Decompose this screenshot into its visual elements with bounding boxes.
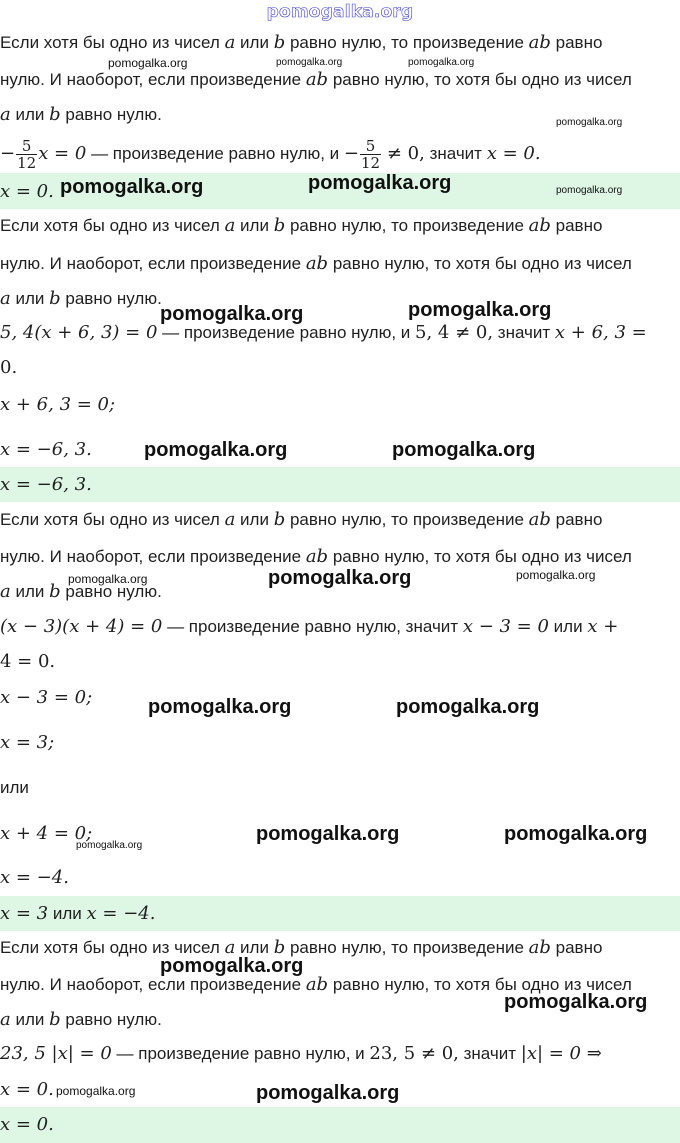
var-b: b (273, 509, 286, 530)
watermark: pomogalka.org (276, 57, 343, 68)
equation: x = −6, 3. (0, 439, 92, 460)
rule-text: равно нулю, то хотя бы одно из чисел (332, 547, 632, 566)
rule-line-2 (0, 545, 632, 569)
watermark: pomogalka.org (556, 185, 623, 196)
var-a: a (224, 937, 236, 958)
rule-text: Если хотя бы одно из чисел (0, 510, 220, 529)
watermark: pomogalka.org (392, 439, 536, 461)
rule-text: Если хотя бы одно из чисел (0, 938, 220, 957)
watermark: pomogalka.org (160, 303, 304, 325)
fraction-numerator: 5 (360, 138, 381, 155)
answer-line (0, 902, 155, 926)
equation: (x − 3)(x + 4) = 0 (0, 616, 163, 637)
s2-step-1 (0, 393, 115, 417)
var-a: a (0, 581, 11, 602)
rule-line-3 (0, 1008, 162, 1032)
rule-line-1 (0, 214, 602, 238)
s1-statement (0, 136, 541, 172)
fraction-denominator: 12 (361, 154, 381, 173)
watermark: pomogalka.org (556, 117, 623, 128)
rule-text: Если хотя бы одно из чисел (0, 216, 220, 235)
rule-line-3 (0, 287, 162, 311)
var-ab: ab (528, 937, 551, 958)
result: x + 6, 3 = (554, 322, 647, 343)
watermark: pomogalka.org (144, 439, 288, 461)
var-b: b (49, 581, 61, 602)
rule-line-2 (0, 68, 632, 92)
rule-or: или (240, 938, 269, 957)
rule-text: равно нулю, то произведение (289, 938, 524, 957)
condition: 5, 4 ≠ 0, (415, 322, 494, 343)
rule-text: равно нулю. (65, 105, 162, 124)
equation: x − 3 = 0; (0, 687, 93, 708)
statement-text: значит (429, 144, 482, 163)
answer-box (0, 467, 680, 502)
rule-text: равно нулю, то произведение (289, 216, 524, 235)
site-header[interactable]: pomogalka.org (266, 2, 414, 22)
equation: x = 3; (0, 732, 55, 753)
rule-text: нулю. И наоборот, если произведение (0, 254, 302, 273)
watermark: pomogalka.org (76, 840, 143, 851)
s3-statement-cont (0, 650, 55, 674)
rule-text: нулю. И наоборот, если произведение (0, 975, 302, 994)
s3-step-2 (0, 731, 54, 755)
var-a: a (224, 509, 236, 530)
result: 0. (0, 357, 18, 378)
answer-value: x = 0. (0, 181, 54, 202)
result: |x| = 0 ⇒ (520, 1043, 602, 1064)
var-b: b (49, 1009, 61, 1030)
watermark: pomogalka.org (504, 823, 648, 845)
condition: 4 = 0. (0, 651, 56, 672)
answer-value: x = 3 (0, 903, 49, 924)
watermark: pomogalka.org (160, 955, 304, 977)
var-ab: ab (528, 215, 551, 236)
rule-text: нулю. И наоборот, если произведение (0, 70, 302, 89)
watermark: pomogalka.org (56, 1084, 136, 1098)
s4-statement (0, 1042, 602, 1066)
var-ab: ab (305, 253, 329, 274)
rule-text: равно нулю, то произведение (289, 510, 524, 529)
rule-or: или (15, 582, 45, 601)
rule-text: равно нулю, то хотя бы одно из чисел (332, 70, 632, 89)
rule-text: равно (555, 938, 603, 957)
watermark: pomogalka.org (256, 823, 400, 845)
var-ab: ab (305, 69, 329, 90)
watermark: pomogalka.org (408, 299, 552, 321)
or-word: или (553, 617, 583, 636)
equation: x = 0 (38, 143, 87, 164)
s2-step-2 (0, 438, 92, 462)
minus-sign: − (0, 143, 16, 164)
equation: x + 6, 3 = 0; (0, 394, 116, 415)
fraction (360, 138, 381, 171)
watermark: pomogalka.org (396, 696, 540, 718)
watermark: pomogalka.org (148, 696, 292, 718)
statement-text: — произведение равно нулю, и (91, 144, 340, 163)
rule-or: или (15, 1010, 45, 1029)
s3-step-1 (0, 686, 92, 710)
watermark: pomogalka.org (308, 172, 452, 194)
watermark: pomogalka.org (60, 176, 204, 198)
equation: 23, 5 |x| = 0 (0, 1043, 112, 1064)
var-a: a (0, 288, 11, 309)
answer-line (0, 1113, 54, 1137)
equation: x + 4 = 0; (0, 823, 93, 844)
var-b: b (273, 215, 286, 236)
rule-or: или (240, 216, 269, 235)
rule-text: равно нулю, то произведение (289, 33, 524, 52)
s3-step-4 (0, 866, 69, 890)
watermark: pomogalka.org (408, 57, 475, 68)
var-a: a (224, 32, 236, 53)
watermark: pomogalka.org (268, 567, 412, 589)
watermark: pomogalka.org (108, 56, 188, 70)
var-ab: ab (305, 974, 329, 995)
s2-statement-cont (0, 356, 17, 380)
statement-text: — произведение равно нулю, значит (167, 617, 459, 636)
var-b: b (49, 104, 61, 125)
var-a: a (0, 1009, 11, 1030)
minus-sign: − (343, 143, 360, 164)
var-b: b (273, 937, 286, 958)
answer-line (0, 180, 54, 204)
rule-text: равно нулю, то хотя бы одно из чисел (332, 975, 632, 994)
s3-statement (0, 615, 618, 639)
equation: 5, 4(x + 6, 3) = 0 (0, 322, 158, 343)
var-ab: ab (305, 546, 329, 567)
rule-line-3 (0, 103, 162, 127)
fraction-denominator: 12 (17, 154, 37, 173)
statement-text: — произведение равно нулю, и (162, 323, 411, 342)
equation: x = −4. (0, 867, 69, 888)
s4-statement-cont (0, 1078, 54, 1102)
answer-value: x = −4. (86, 903, 156, 924)
rule-line-1 (0, 31, 602, 55)
rule-or: или (240, 510, 269, 529)
result: x = 0. (486, 143, 541, 164)
watermark: pomogalka.org (516, 568, 596, 582)
condition: ≠ 0, (386, 143, 425, 164)
answer-value: x = −6, 3. (0, 474, 92, 495)
var-b: b (273, 32, 286, 53)
condition: x − 3 = 0 (462, 616, 549, 637)
rule-text: Если хотя бы одно из чисел (0, 33, 220, 52)
var-a: a (0, 104, 11, 125)
var-ab: ab (528, 32, 551, 53)
or-word: или (52, 904, 82, 923)
rule-text: равно нулю. (65, 582, 162, 601)
statement-text: значит (497, 323, 551, 342)
statement-text: — произведение равно нулю, и (116, 1044, 365, 1063)
rule-text: равно нулю, то хотя бы одно из чисел (332, 254, 632, 273)
s3-or-line (0, 776, 29, 800)
answer-line (0, 473, 92, 497)
answer-box (0, 896, 680, 931)
rule-text: равно (555, 33, 603, 52)
rule-text: равно нулю. (65, 289, 162, 308)
statement-text: значит (463, 1044, 517, 1063)
rule-or: или (15, 105, 45, 124)
condition: 23, 5 ≠ 0, (369, 1043, 459, 1064)
fraction (16, 138, 37, 171)
rule-text: нулю. И наоборот, если произведение (0, 547, 302, 566)
answer-value: x = 0. (0, 1114, 54, 1135)
result: x = 0. (0, 1079, 54, 1100)
rule-line-2 (0, 252, 632, 276)
fraction-numerator: 5 (16, 138, 37, 155)
answer-box (0, 1107, 680, 1143)
var-b: b (49, 288, 61, 309)
or-word: или (0, 778, 29, 797)
var-a: a (224, 215, 236, 236)
watermark: pomogalka.org (256, 1082, 400, 1104)
rule-text: равно нулю. (65, 1010, 162, 1029)
watermark: pomogalka.org (68, 572, 148, 586)
rule-or: или (15, 289, 45, 308)
rule-text: равно (555, 216, 603, 235)
watermark: pomogalka.org (504, 991, 648, 1013)
s2-statement (0, 321, 647, 345)
condition: x + (587, 616, 619, 637)
rule-text: равно (555, 510, 603, 529)
var-ab: ab (528, 509, 551, 530)
rule-line-1 (0, 508, 602, 532)
rule-or: или (240, 33, 269, 52)
